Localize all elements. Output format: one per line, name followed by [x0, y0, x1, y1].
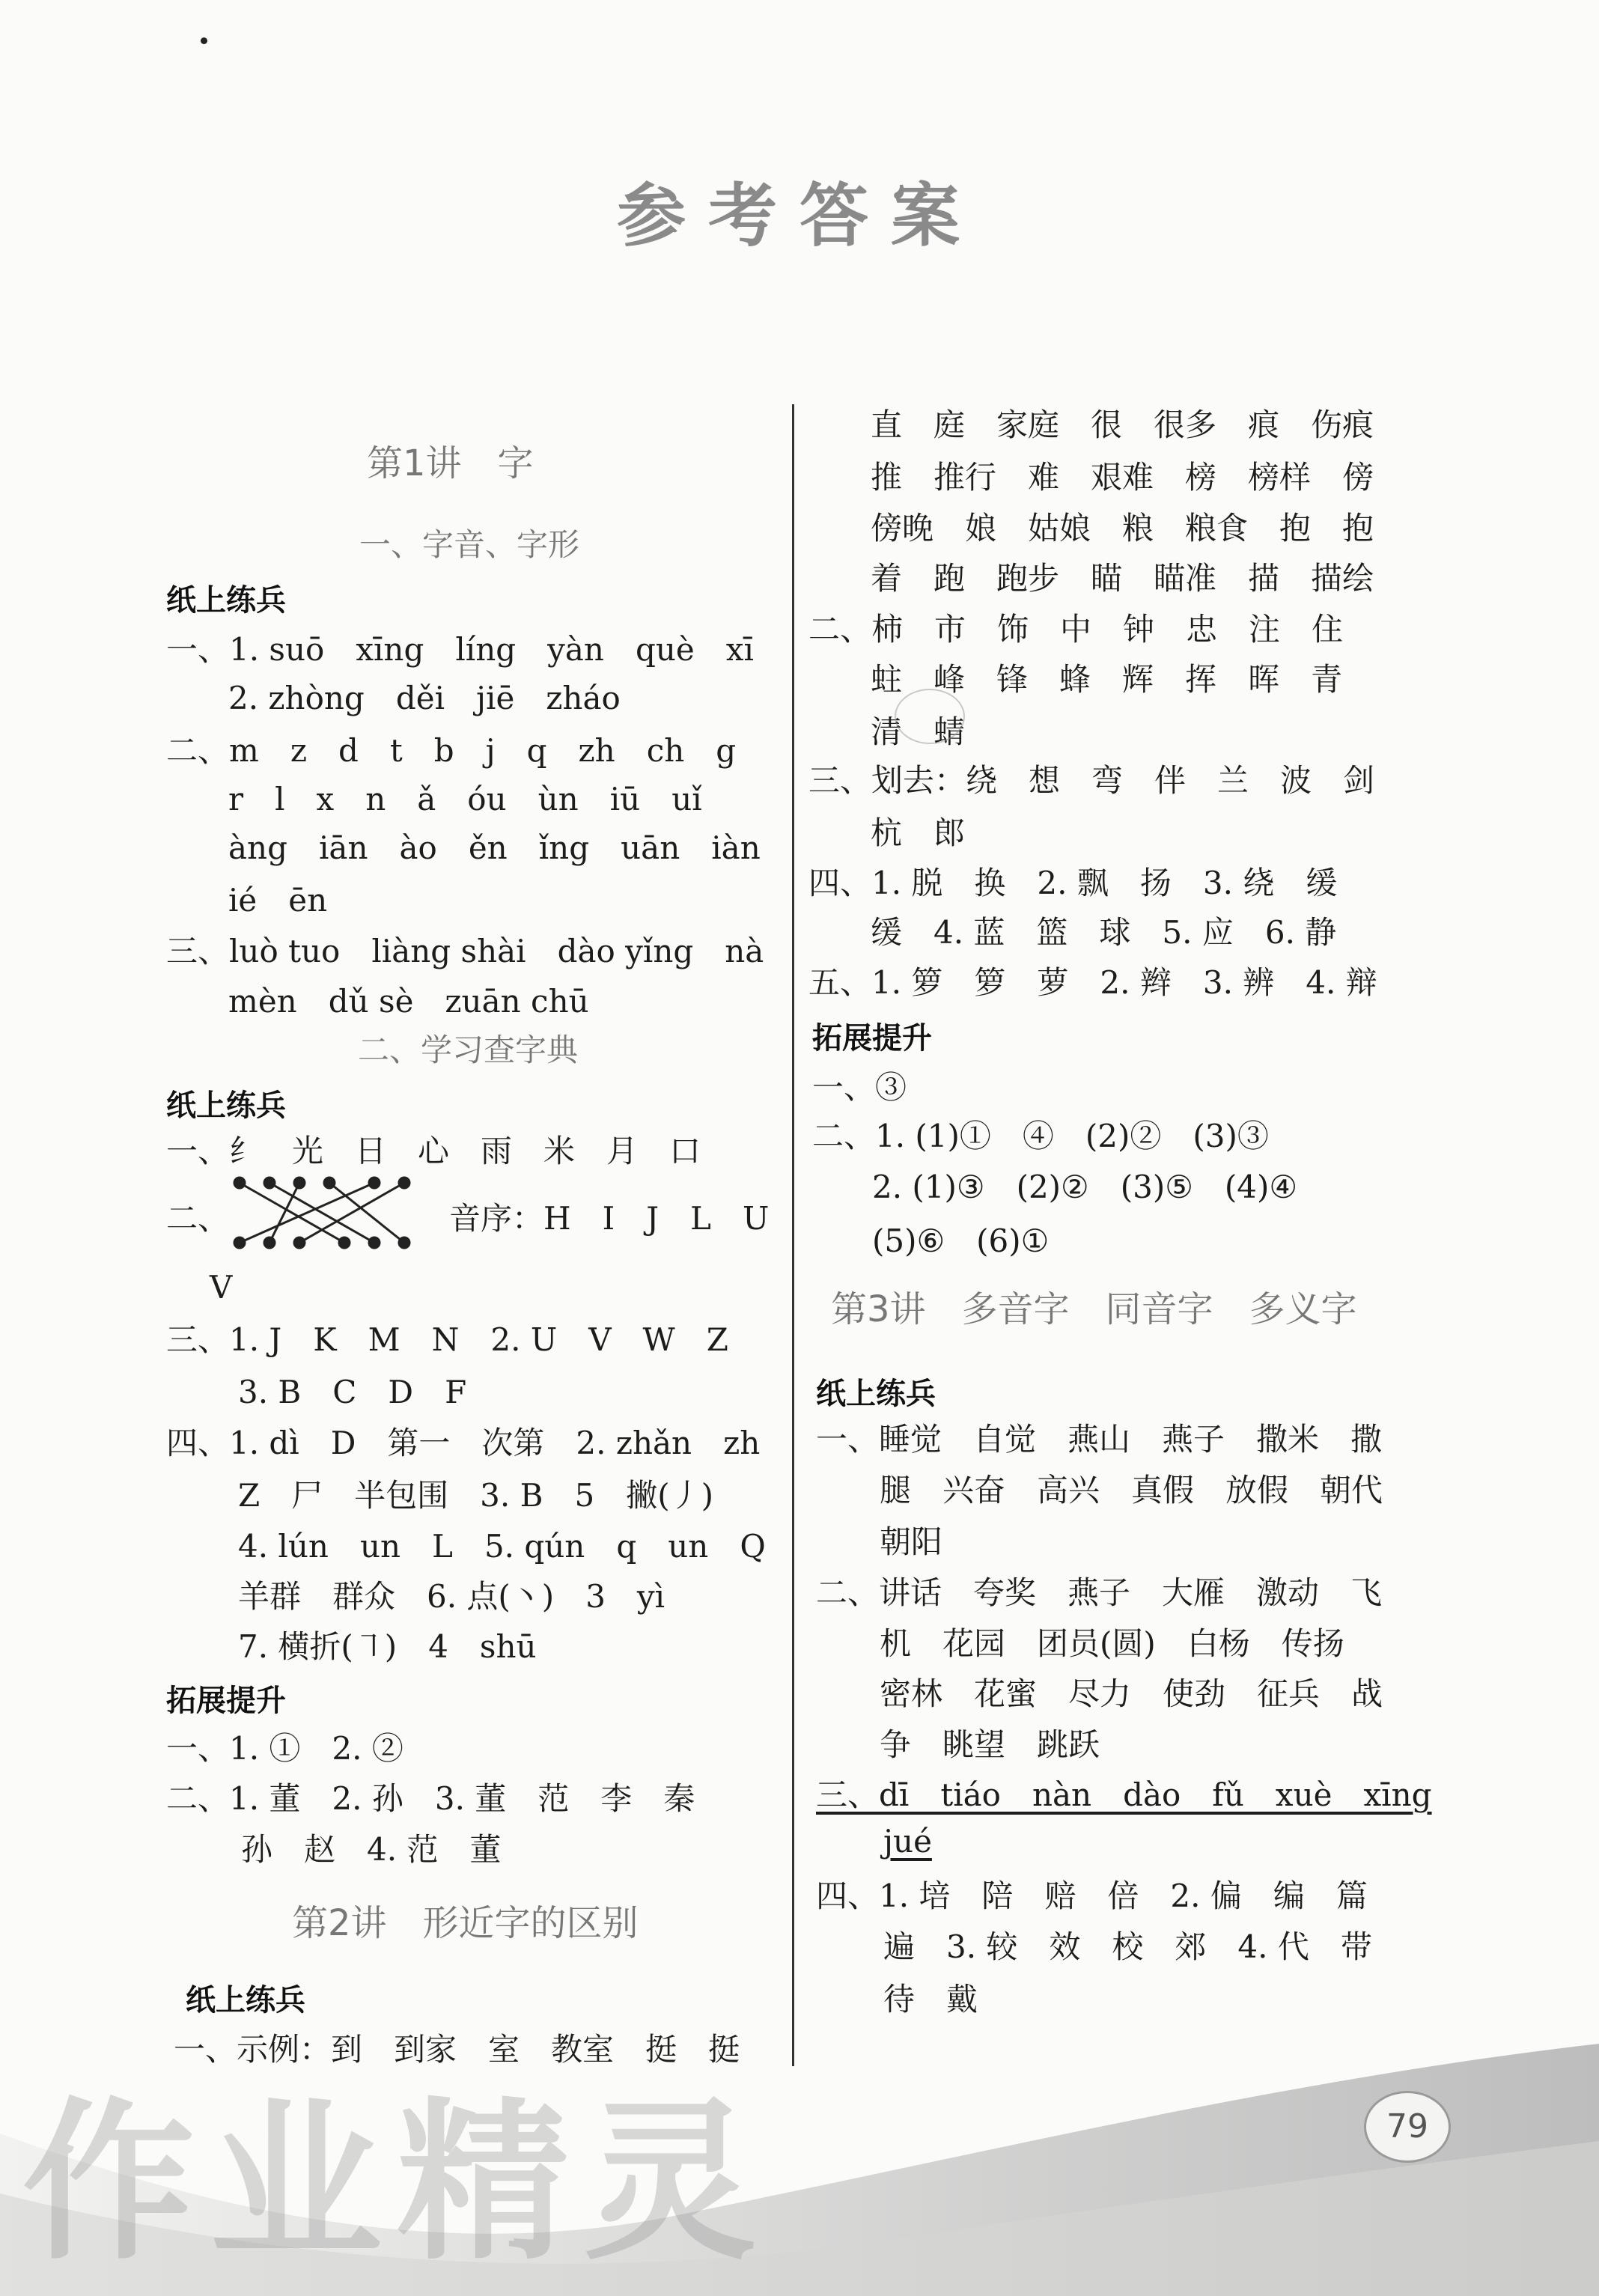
left-line-15: V [210, 1269, 233, 1306]
left-line-4: 2. zhòng děi jiē zháo [228, 680, 621, 716]
left-line-18: 四、1. dì D 第一 次第 2. zhǎn zh [166, 1425, 761, 1461]
right-line-22: 二、讲话 夸奖 燕子 大雁 激动 飞 [816, 1574, 1383, 1611]
right-line-25: 争 眺望 跳跃 [880, 1726, 1100, 1763]
right-line-4: 二、柿 市 饰 中 钟 忠 注 住 [808, 611, 1344, 648]
right-line-11: 五、1. 箩 箩 萝 2. 辫 3. 辨 4. 辩 [808, 964, 1377, 1001]
page-number: 79 [1364, 2091, 1451, 2163]
right-line-7: 三、划去：绕 想 弯 伴 兰 波 剑 [808, 762, 1375, 799]
column-divider [792, 404, 794, 2066]
right-line-1: 推 推行 难 艰难 榜 榜样 傍 [871, 459, 1374, 496]
left-line-13: 一、纟 光 日 心 雨 米 月 口 [166, 1133, 701, 1169]
right-line-10: 缓 4. 蓝 篮 球 5. 应 6. 静 [871, 914, 1337, 951]
right-line-12: 拓展提升 [812, 1021, 932, 1056]
left-line-7: àng iān ào ěn ǐng uān iàn [228, 829, 761, 866]
left-line-6: r l x n ǎ óu ùn iū uǐ [228, 781, 702, 817]
left-line-9: 三、luò tuo liàng shài dào yǐng nà [166, 933, 764, 969]
right-line-19: 一、睡觉 自觉 燕山 燕子 撒米 撒 [816, 1421, 1383, 1458]
left-line-14: 音序：H I J L U [449, 1200, 770, 1237]
left-line-24: 一、1. ① 2. ② [166, 1730, 403, 1767]
left-line-22: 7. 横折(㇕) 4 shū [238, 1628, 537, 1665]
page-title: 参考答案 [616, 176, 982, 256]
matching-lines-diagram [225, 1172, 419, 1254]
left-line-12: 纸上练兵 [166, 1088, 286, 1123]
right-line-27: jué [883, 1823, 932, 1860]
left-line-0: 第1讲 字 [367, 442, 534, 484]
right-line-26: 三、dī tiáo nàn dào fǔ xuè xīng [816, 1776, 1432, 1813]
left-line-2: 纸上练兵 [166, 583, 286, 618]
right-line-17: 第3讲 多音字 同音字 多义字 [831, 1288, 1357, 1330]
left-line-11: 二、学习查字典 [358, 1032, 579, 1068]
right-line-2: 傍晚 娘 姑娘 粮 粮食 抱 抱 [871, 510, 1374, 546]
right-line-20: 腿 兴奋 高兴 真假 放假 朝代 [880, 1472, 1383, 1508]
left-line-8: ié ēn [228, 882, 328, 919]
stamp-mark [895, 689, 965, 744]
left-line-27: 第2讲 形近字的区别 [292, 1902, 639, 1944]
left-line-17: 3. B C D F [238, 1374, 467, 1410]
left-line-10: mèn dǔ sè zuān chū [228, 983, 589, 1020]
right-line-24: 密林 花蜜 尽力 使劲 征兵 战 [880, 1675, 1383, 1712]
left-line-1: 一、字音、字形 [359, 526, 580, 563]
list-marker: 二、 [166, 1200, 230, 1237]
right-line-0: 直 庭 家庭 很 很多 痕 伤痕 [871, 406, 1374, 443]
right-line-15: 2. (1)③ (2)② (3)⑤ (4)④ [872, 1169, 1298, 1205]
right-line-21: 朝阳 [880, 1523, 943, 1560]
left-line-25: 二、1. 董 2. 孙 3. 董 范 李 秦 [166, 1780, 695, 1817]
right-line-29: 遍 3. 较 效 校 郊 4. 代 带 [883, 1928, 1372, 1965]
right-line-6: 清 蜻 [871, 713, 966, 750]
left-line-3: 一、1. suō xīng líng yàn què xī [166, 631, 754, 668]
right-line-30: 待 戴 [883, 1981, 978, 2018]
left-line-29: 一、示例：到 到家 室 教室 挺 挺 [174, 2031, 740, 2068]
left-line-5: 二、m z d t b j q zh ch g [166, 732, 737, 769]
right-line-13: 一、③ [812, 1069, 907, 1106]
right-line-5: 蛀 峰 锋 蜂 辉 挥 晖 青 [871, 661, 1343, 698]
right-line-14: 二、1. (1)① ④ (2)② (3)③ [812, 1118, 1269, 1154]
right-line-9: 四、1. 脱 换 2. 飘 扬 3. 绕 缓 [808, 865, 1338, 901]
left-line-19: Z 尸 半包围 3. B 5 撇(丿) [238, 1477, 713, 1514]
right-line-28: 四、1. 培 陪 赔 倍 2. 偏 编 篇 [816, 1878, 1368, 1914]
right-line-16: (5)⑥ (6)① [872, 1222, 1050, 1259]
right-line-18: 纸上练兵 [816, 1377, 936, 1411]
right-line-3: 着 跑 跑步 瞄 瞄准 描 描绘 [871, 560, 1374, 597]
left-line-21: 羊群 群众 6. 点(丶) 3 yì [238, 1578, 666, 1615]
right-line-8: 杭 郎 [871, 814, 966, 851]
left-line-23: 拓展提升 [166, 1684, 286, 1718]
left-line-16: 三、1. J K M N 2. U V W Z [166, 1321, 728, 1358]
right-line-23: 机 花园 团员(圆) 白杨 传扬 [880, 1625, 1344, 1662]
watermark: 作业精灵 [22, 2083, 772, 2283]
left-line-20: 4. lún un L 5. qún q un Q [238, 1528, 766, 1565]
left-line-28: 纸上练兵 [186, 1983, 305, 2018]
decorative-dot [201, 37, 207, 44]
left-line-26: 孙 赵 4. 范 董 [241, 1831, 502, 1868]
